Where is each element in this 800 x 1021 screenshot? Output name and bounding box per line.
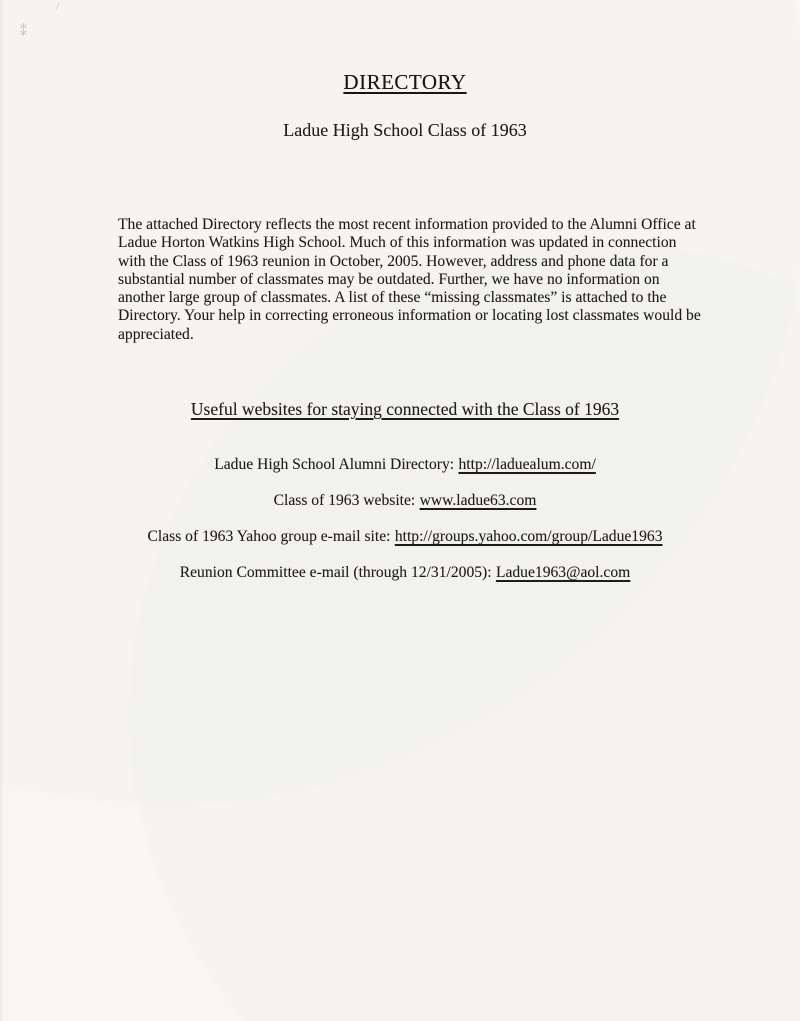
- websites-section-heading: [10, 399, 800, 420]
- page-title: [10, 70, 800, 95]
- website-line-class-website: [10, 492, 800, 510]
- website-url: www.ladue63.com: [419, 492, 537, 509]
- website-label: Class of 1963 website:: [273, 492, 416, 509]
- website-label: Class of 1963 Yahoo group e-mail site:: [147, 528, 391, 545]
- scan-speck: /: [55, 0, 60, 14]
- website-url: http://laduealum.com/: [458, 456, 596, 473]
- website-url: http://groups.yahoo.com/group/Ladue1963: [394, 528, 663, 545]
- scan-edge-shadow: [0, 0, 4, 1021]
- website-url: Ladue1963@aol.com: [495, 564, 631, 581]
- scan-speck: ⁑: [20, 25, 27, 40]
- page-subtitle: Ladue High School Class of 1963: [283, 120, 527, 140]
- website-line-alumni-directory: [10, 456, 800, 474]
- website-label: Ladue High School Alumni Directory:: [214, 456, 455, 473]
- website-line-yahoo-group: [10, 528, 800, 546]
- websites-section-heading-text: Useful websites for staying connected with the Class of 1963: [190, 399, 620, 419]
- website-label: Reunion Committee e-mail (through 12/31/2005):: [179, 564, 492, 581]
- website-line-reunion-committee-email: [10, 564, 800, 582]
- intro-paragraph: The attached Directory reflects the most recent information provided to the Alumni Office at Ladue Horton Watkins High School. Much of this information was updated in connection with the Class of 1963 reunion in October, 2005. However, address and phone data for a substantial number of classmates may be outdated. Further, we have no information on another large group of classmates. A list of these “missing classmates” is attached to the Directory. Your help in correcting erroneous information or locating lost classmates would be appreciated.: [118, 216, 701, 343]
- page-title-text: DIRECTORY: [343, 70, 467, 94]
